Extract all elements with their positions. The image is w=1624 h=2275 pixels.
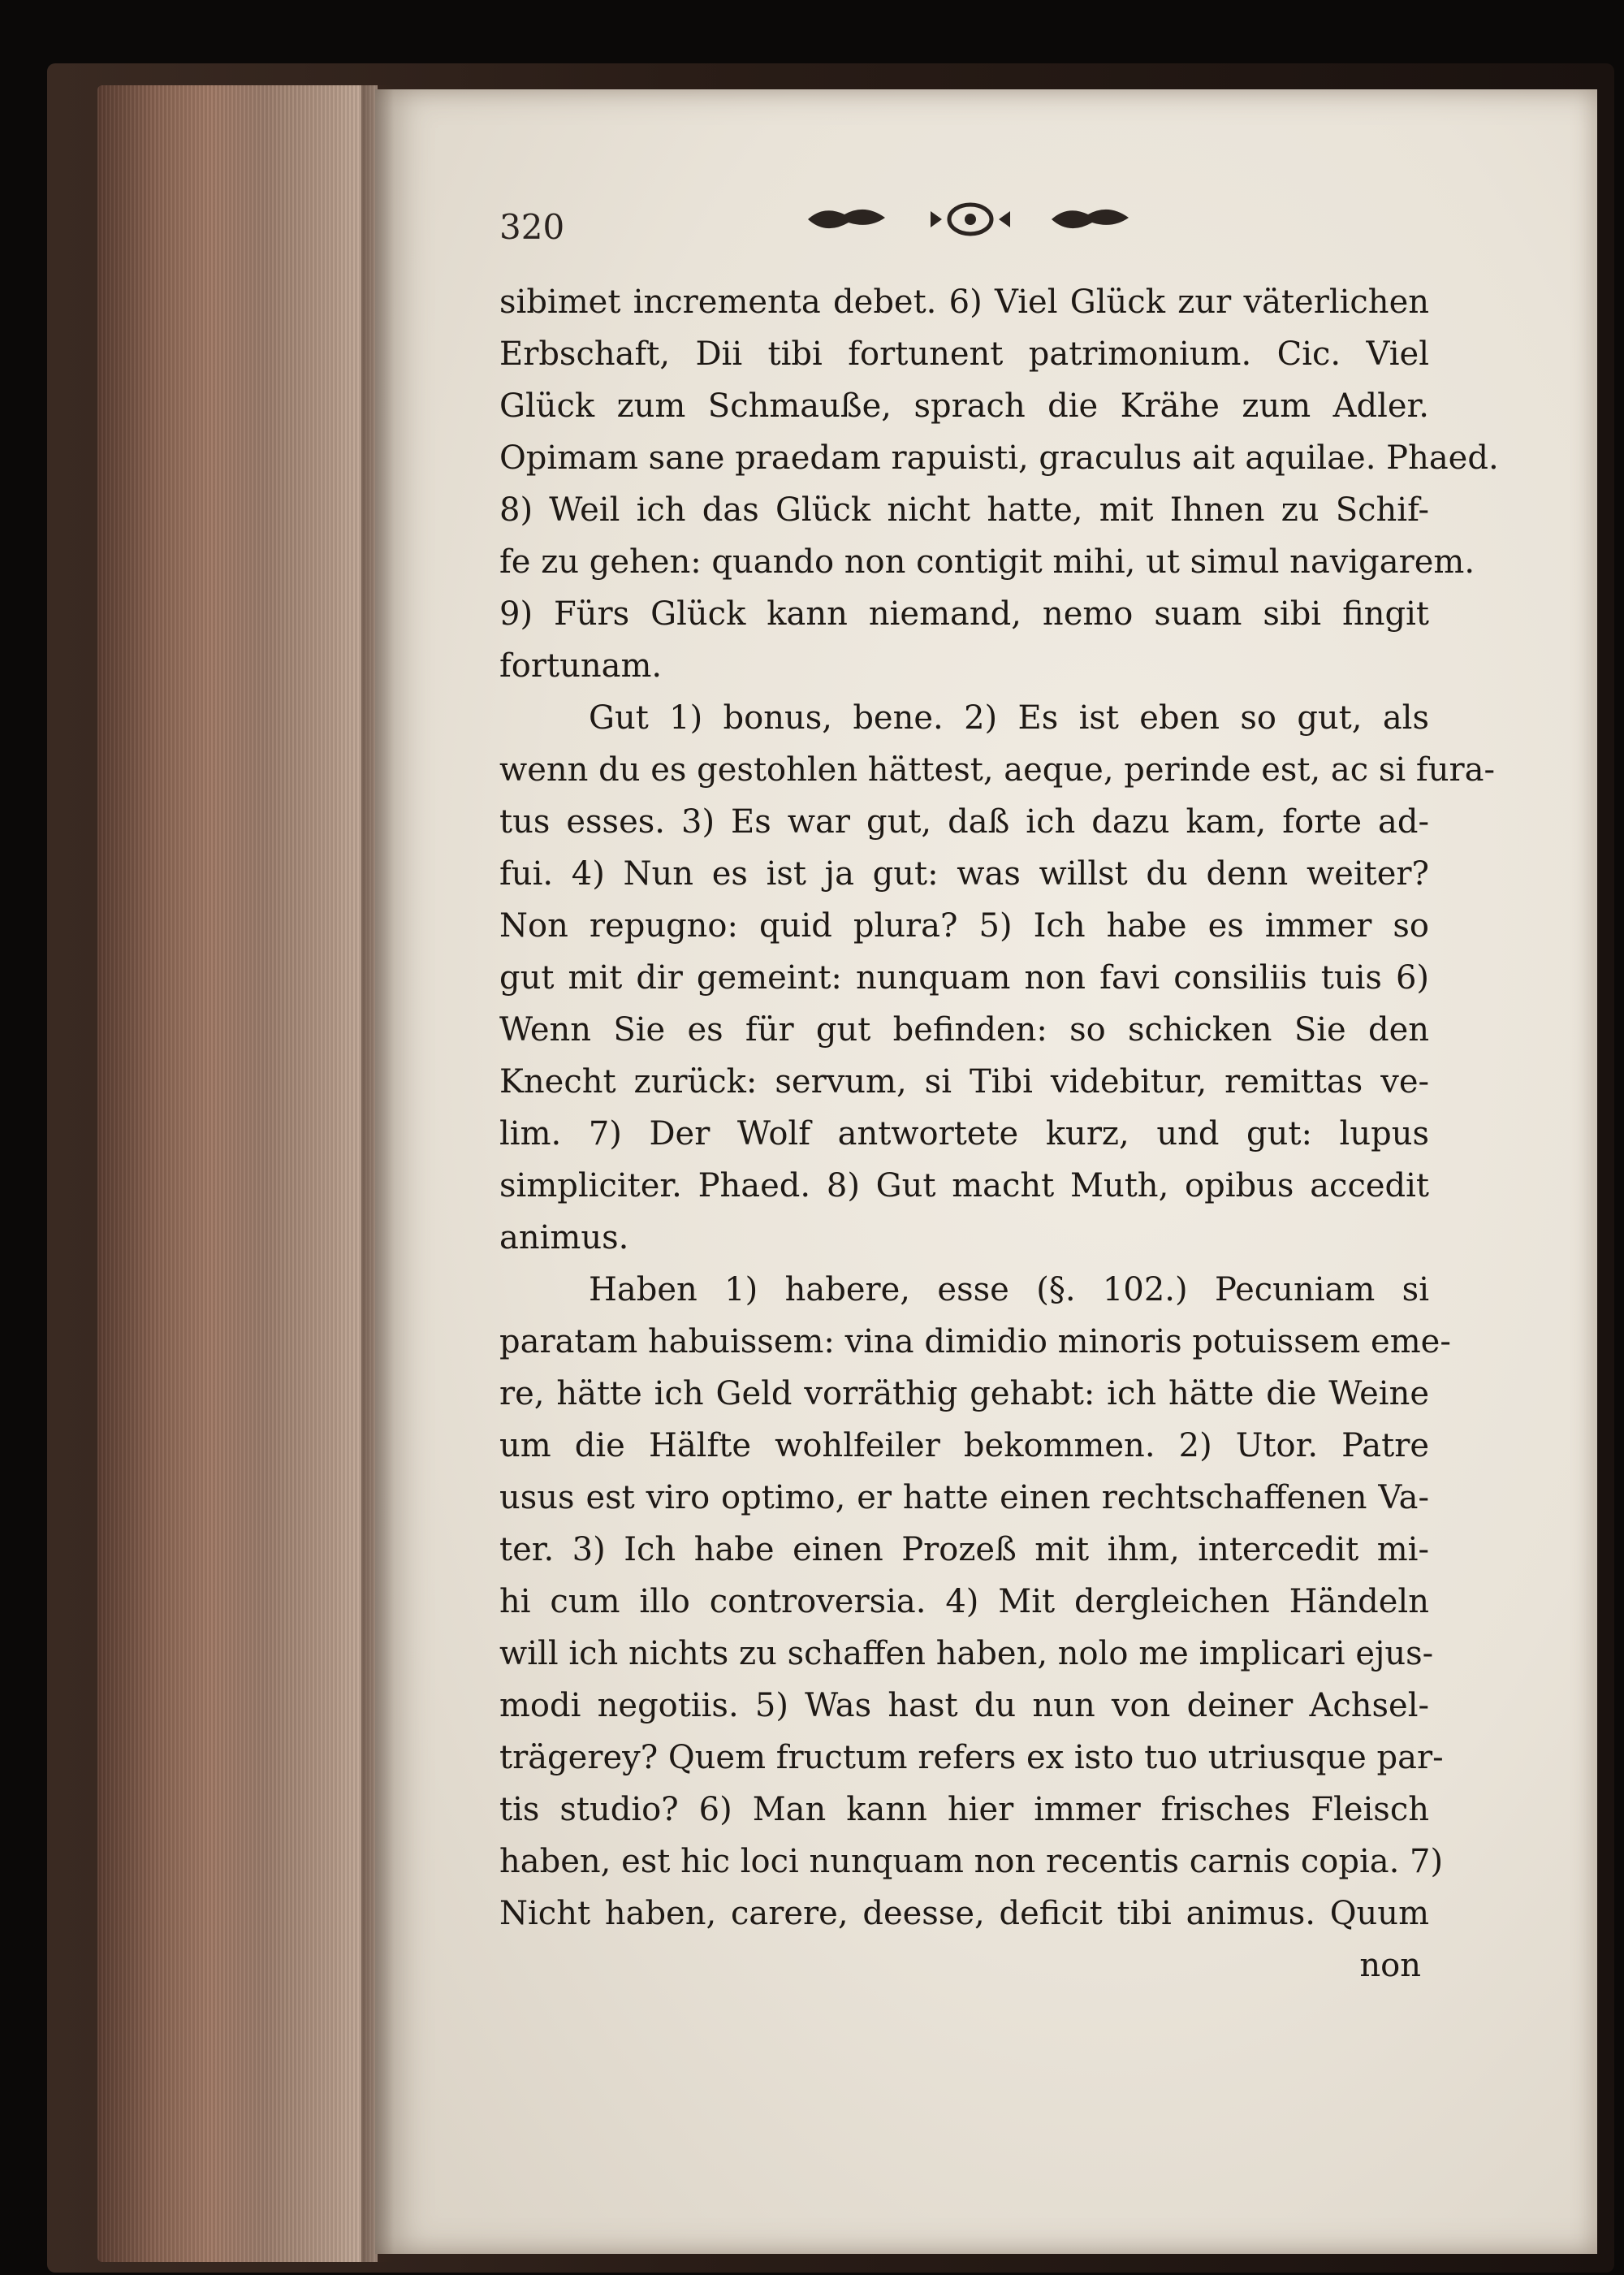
text-line: animus.	[499, 1219, 629, 1256]
text-line: re, hätte ich Geld vorräthig gehabt: ich hätte die Weine	[499, 1375, 1429, 1412]
text-line: gut mit dir gemeint: nunquam non favi consiliis tuis 6)	[499, 959, 1429, 997]
text-line: tis studio? 6) Man kann hier immer frisches Fleisch	[499, 1791, 1429, 1828]
text-line: hi cum illo controversia. 4) Mit dergleichen Händeln	[499, 1583, 1429, 1620]
text-line: Opimam sane praedam rapuisti, graculus ait aquilae. Phaed.	[499, 439, 1499, 477]
text-line: lim. 7) Der Wolf antwortete kurz, und gut: lupus	[499, 1115, 1429, 1153]
header-ornament	[800, 195, 1141, 244]
text-line: paratam habuissem: vina dimidio minoris potuissem eme-	[499, 1323, 1451, 1360]
text-line: 9) Fürs Glück kann niemand, nemo suam sibi fingit	[499, 595, 1429, 633]
text-line: modi negotiis. 5) Was hast du nun von deiner Achsel-	[499, 1687, 1429, 1724]
body-text	[499, 276, 1499, 1940]
text-line: sibimet incrementa debet. 6) Viel Glück zur väterlichen	[499, 283, 1429, 321]
text-line: Wenn Sie es für gut befinden: so schicken Sie den	[499, 1011, 1429, 1049]
text-line: um die Hälfte wohlfeiler bekommen. 2) Utor. Patre	[499, 1427, 1429, 1464]
catchword: non	[1359, 1947, 1421, 1984]
text-line: tus esses. 3) Es war gut, daß ich dazu kam, forte ad-	[499, 803, 1429, 841]
text-line: fe zu gehen: quando non contigit mihi, ut simul navigarem.	[499, 543, 1475, 581]
text-line: Knecht zurück: servum, si Tibi videbitur, remittas ve-	[499, 1063, 1429, 1101]
catchword-block	[499, 1940, 1429, 1992]
text-line: fortunam.	[499, 647, 663, 685]
text-line: Non repugno: quid plura? 5) Ich habe es immer so	[499, 907, 1429, 945]
text-line: trägerey? Quem fructum refers ex isto tuo utriusque par-	[499, 1739, 1444, 1776]
page-edges	[97, 85, 378, 2262]
text-line: 8) Weil ich das Glück nicht hatte, mit Ihnen zu Schif-	[499, 491, 1429, 529]
text-line: Haben 1) habere, esse (§. 102.) Pecuniam si	[589, 1271, 1429, 1308]
page-number: 320	[499, 207, 565, 247]
text-line: Nicht haben, carere, deesse, deficit tibi animus. Quum	[499, 1895, 1429, 1932]
page-gutter-shadow	[361, 85, 394, 2262]
text-line: usus est viro optimo, er hatte einen rechtschaffenen Va-	[499, 1479, 1429, 1516]
text-line: fui. 4) Nun es ist ja gut: was willst du denn weiter?	[499, 855, 1429, 893]
text-line: will ich nichts zu schaffen haben, nolo me implicari ejus-	[499, 1635, 1434, 1672]
text-line: simpliciter. Phaed. 8) Gut macht Muth, opibus accedit	[499, 1167, 1429, 1205]
text-line: Erbschaft, Dii tibi fortunent patrimonium. Cic. Viel	[499, 335, 1429, 373]
text-line: wenn du es gestohlen hättest, aeque, perinde est, ac si fura-	[499, 751, 1495, 789]
text-line: ter. 3) Ich habe einen Prozeß mit ihm, intercedit mi-	[499, 1531, 1429, 1568]
text-line: Glück zum Schmauße, sprach die Krähe zum Adler.	[499, 387, 1429, 425]
text-line: haben, est hic loci nunquam non recentis carnis copia. 7)	[499, 1843, 1444, 1880]
text-line: Gut 1) bonus, bene. 2) Es ist eben so gut, als	[589, 699, 1429, 737]
